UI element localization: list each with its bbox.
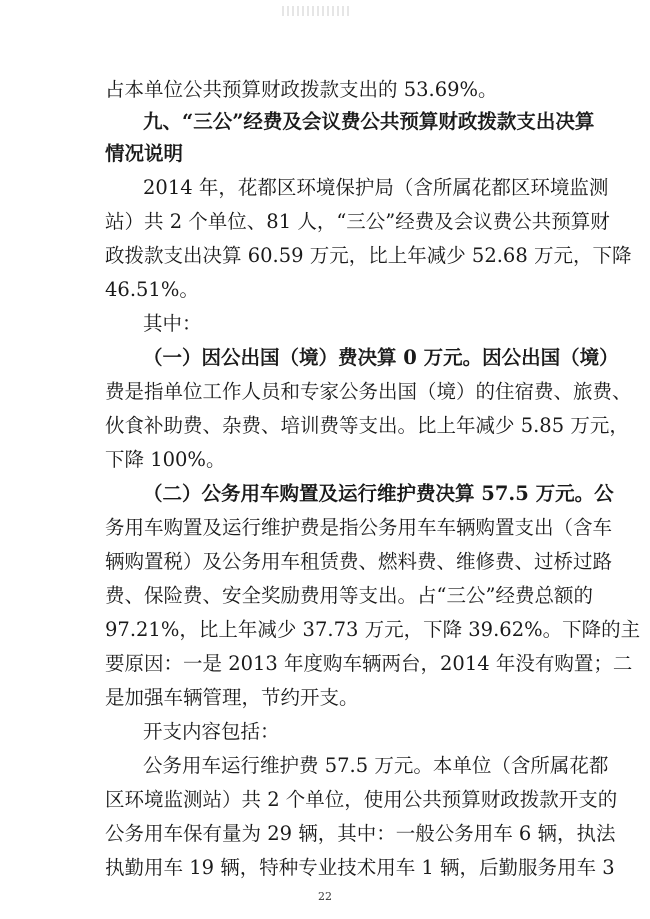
paragraph-line: 执勤用车 19 辆，特种专业技术用车 1 辆，后勤服务用车 3 bbox=[105, 856, 615, 879]
paragraph-line: 2014 年，花都区环境保护局（含所属花都区环境监测 bbox=[143, 176, 609, 199]
paragraph-line: 公务用车保有量为 29 辆，其中：一般公务用车 6 辆，执法 bbox=[105, 822, 616, 845]
paragraph-line: 下降 100%。 bbox=[105, 448, 226, 471]
paragraph-line: 其中： bbox=[143, 312, 202, 335]
paragraph-line: 伙食补助费、杂费、培训费等支出。比上年减少 5.85 万元， bbox=[105, 414, 629, 437]
paragraph-line: 占本单位公共预算财政拨款支出的 53.69%。 bbox=[105, 78, 498, 101]
paragraph-line: 公务用车运行维护费 57.5 万元。本单位（含所属花都 bbox=[143, 754, 609, 777]
paragraph-line: 费、保险费、安全奖励费用等支出。占“三公”经费总额的 bbox=[105, 584, 593, 607]
paragraph-line: 开支内容包括： bbox=[143, 720, 280, 743]
paragraph-line: 站）共 2 个单位、81 人，“三公”经费及会议费公共预算财 bbox=[105, 210, 610, 233]
subsection-heading: （二）公务用车购置及运行维护费决算 57.5 万元。公 bbox=[143, 482, 614, 505]
subsection-heading: （一）因公出国（境）费决算 0 万元。因公出国（境） bbox=[143, 346, 619, 369]
page-number: 22 bbox=[318, 890, 332, 903]
section-heading-continued: 情况说明 bbox=[105, 142, 184, 165]
paragraph-line: 要原因：一是 2013 年度购车辆两台，2014 年没有购置；二 bbox=[105, 652, 633, 675]
paragraph-line: 政拨款支出决算 60.59 万元，比上年减少 52.68 万元，下降 bbox=[105, 244, 632, 267]
paragraph-line: 97.21%，比上年减少 37.73 万元，下降 39.62%。下降的主 bbox=[105, 618, 641, 641]
faint-stamp-mark bbox=[282, 6, 352, 16]
paragraph-line: 区环境监测站）共 2 个单位，使用公共预算财政拨款开支的 bbox=[105, 788, 618, 811]
paragraph-line: 辆购置税）及公务用车租赁费、燃料费、维修费、过桥过路 bbox=[105, 550, 613, 573]
paragraph-line: 费是指单位工作人员和专家公务出国（境）的住宿费、旅费、 bbox=[105, 380, 632, 403]
paragraph-line: 46.51%。 bbox=[105, 278, 199, 301]
paragraph-line: 务用车购置及运行维护费是指公务用车车辆购置支出（含车 bbox=[105, 516, 613, 539]
paragraph-line: 是加强车辆管理，节约开支。 bbox=[105, 686, 359, 709]
section-heading: 九、“三公”经费及会议费公共预算财政拨款支出决算 bbox=[143, 110, 595, 133]
